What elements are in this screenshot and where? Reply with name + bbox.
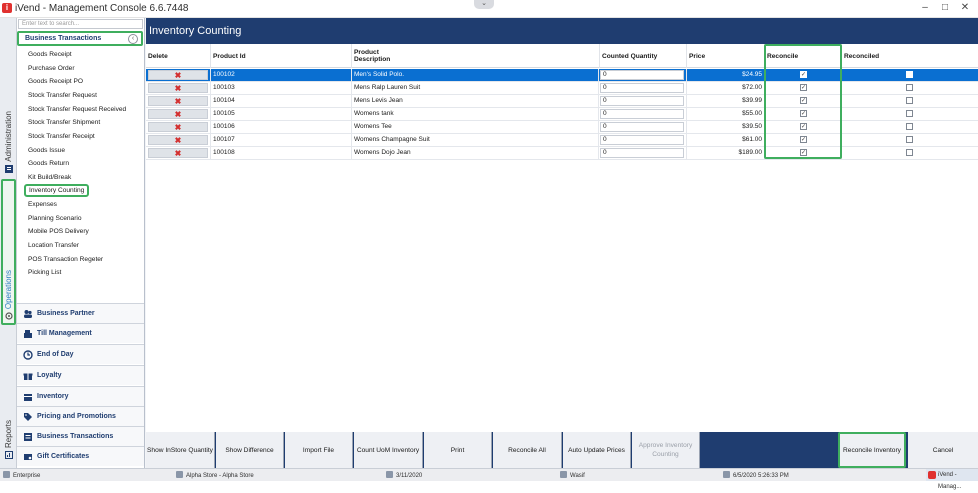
counted-quantity-input[interactable]: 0 [600, 70, 684, 80]
nav-item-goods-receipt[interactable]: Goods Receipt [28, 51, 72, 58]
status-date-text: 3/11/2020 [396, 473, 423, 479]
auto-update-prices-button[interactable]: Auto Update Prices [563, 432, 631, 468]
ivend-logo-icon: i [2, 3, 12, 13]
nav-item-goods-issue[interactable]: Goods Issue [28, 147, 66, 154]
reconcile-checkbox[interactable]: ✓ [801, 111, 807, 117]
group-till-management-label: Till Management [37, 330, 92, 337]
tab-reports-label: Reports [4, 419, 13, 448]
tag-icon [23, 412, 33, 422]
product-id-cell: 100106 [211, 121, 352, 133]
status-edition-text: Enterprise [13, 473, 41, 479]
module-tab-strip [0, 18, 17, 468]
nav-item-stock-transfer-shipment[interactable]: Stock Transfer Shipment [28, 119, 101, 126]
close-button[interactable]: ✕ [960, 2, 970, 13]
clock-icon [23, 350, 33, 360]
nav-item-mobile-pos-delivery[interactable]: Mobile POS Delivery [28, 228, 89, 235]
counted-quantity-input[interactable]: 0 [600, 109, 684, 119]
price-cell: $24.95 [687, 69, 765, 81]
counted-quantity-cell [599, 108, 687, 120]
col-header-reconcile[interactable]: Reconcile [765, 44, 842, 68]
taskbar-app-button[interactable] [926, 469, 978, 490]
col-header-counted-quantity[interactable]: Counted Quantity [599, 44, 687, 68]
group-business-partner[interactable] [17, 303, 144, 323]
status-datetime-text: 6/5/2020 5:26:33 PM [733, 473, 789, 479]
tab-administration-label: Administration [4, 111, 13, 162]
counted-quantity-input[interactable]: 0 [600, 122, 684, 132]
counted-quantity-cell [599, 134, 687, 146]
status-store-text: Alpha Store - Alpha Store [186, 473, 254, 479]
col-header-product-description[interactable]: Product Description [354, 49, 391, 63]
taskbar-app-icon [928, 471, 936, 479]
delete-row-button[interactable]: ✖ [148, 135, 208, 145]
group-gift-certificates-label: Gift Certificates [37, 453, 90, 460]
col-header-price[interactable]: Price [687, 44, 765, 68]
product-description-cell: Womens Dojo Jean [352, 147, 599, 159]
reconciled-checkbox[interactable] [906, 123, 913, 130]
group-pricing-and-promotions[interactable] [17, 406, 144, 426]
group-business-transactions[interactable] [17, 426, 144, 446]
counted-quantity-cell [599, 82, 687, 94]
delete-cell [146, 108, 211, 120]
group-till-management[interactable] [17, 323, 144, 343]
group-loyalty-label: Loyalty [37, 372, 62, 379]
delete-row-button[interactable]: ✖ [148, 109, 208, 119]
nav-item-stock-transfer-request-received[interactable]: Stock Transfer Request Received [28, 106, 127, 113]
cancel-button[interactable]: Cancel [908, 432, 978, 468]
col-header-product-id[interactable]: Product Id [211, 44, 352, 68]
nav-item-expenses[interactable]: Expenses [28, 201, 57, 208]
price-cell: $39.50 [687, 121, 765, 133]
status-edition [3, 471, 40, 481]
people-icon [23, 309, 33, 319]
reconcile-inventory-button[interactable]: Reconcile Inventory [838, 432, 906, 468]
nav-item-inventory-counting[interactable]: Inventory Counting [24, 184, 89, 197]
collapse-ribbon-button[interactable]: ⌄ [474, 0, 494, 9]
calendar-icon [386, 471, 393, 478]
product-id-cell: 100102 [211, 69, 352, 81]
show-difference-button[interactable]: Show Difference [216, 432, 284, 468]
approve-inventory-counting-button[interactable]: Approve Inventory Counting [632, 432, 700, 468]
reconcile-checkbox[interactable]: ✓ [801, 137, 807, 143]
action-bar [146, 432, 978, 468]
delete-cell [146, 69, 211, 81]
nav-item-stock-transfer-receipt[interactable]: Stock Transfer Receipt [28, 133, 95, 140]
group-end-of-day-label: End of Day [37, 351, 74, 358]
table-row[interactable] [146, 108, 978, 121]
counted-quantity-cell [599, 69, 687, 81]
nav-item-goods-receipt-po[interactable]: Goods Receipt PO [28, 78, 83, 85]
reconciled-cell [842, 147, 978, 159]
status-bar [0, 468, 978, 490]
price-cell: $72.00 [687, 82, 765, 94]
reconciled-checkbox[interactable] [906, 136, 913, 143]
clock-small-icon [723, 471, 730, 478]
product-id-cell: 100107 [211, 134, 352, 146]
price-cell: $189.00 [687, 147, 765, 159]
product-description-cell: Men's Solid Polo. [352, 69, 599, 81]
col-header-delete[interactable]: Delete [146, 44, 211, 68]
nav-item-picking-list[interactable]: Picking List [28, 269, 62, 276]
table-row[interactable] [146, 69, 978, 82]
delete-cell [146, 134, 211, 146]
nav-item-location-transfer[interactable]: Location Transfer [28, 242, 79, 249]
delete-cell [146, 82, 211, 94]
table-row[interactable] [146, 95, 978, 108]
reconciled-cell [842, 95, 978, 107]
store-icon [176, 471, 183, 478]
group-business-transactions-label: Business Transactions [37, 433, 114, 440]
price-cell: $55.00 [687, 108, 765, 120]
reconciled-cell [842, 82, 978, 94]
reconciled-cell [842, 108, 978, 120]
nav-item-stock-transfer-request[interactable]: Stock Transfer Request [28, 92, 97, 99]
taskbar-app-label: iVend - Manag... [938, 472, 962, 490]
group-pricing-and-promotions-label: Pricing and Promotions [37, 413, 116, 420]
reconcile-all-button[interactable]: Reconcile All [493, 432, 562, 468]
product-description-cell: Womens Tee [352, 121, 599, 133]
product-id-cell: 100103 [211, 82, 352, 94]
import-file-button[interactable]: Import File [285, 432, 353, 468]
tab-administration[interactable] [1, 111, 16, 176]
nav-item-kit-build-break[interactable]: Kit Build/Break [28, 174, 72, 181]
reconciled-checkbox[interactable] [906, 97, 913, 104]
group-inventory-label: Inventory [37, 393, 69, 400]
minimize-button[interactable]: – [922, 2, 928, 13]
table-row[interactable] [146, 134, 978, 147]
price-cell: $39.99 [687, 95, 765, 107]
group-gift-certificates[interactable] [17, 446, 144, 466]
till-icon [23, 329, 33, 339]
grid-header-row [146, 44, 978, 68]
reconciled-cell [842, 121, 978, 133]
nav-item-purchase-order[interactable]: Purchase Order [28, 65, 75, 72]
main-panel [146, 18, 978, 468]
section-header-label: Business Transactions [25, 35, 102, 42]
show-instore-quantity-button[interactable]: Show InStore Quantity [146, 432, 215, 468]
reconcile-cell [765, 121, 842, 133]
delete-row-button[interactable]: ✖ [148, 83, 208, 93]
group-loyalty[interactable] [17, 365, 144, 385]
counted-quantity-input[interactable]: 0 [600, 135, 684, 145]
reconcile-checkbox[interactable]: ✓ [801, 150, 807, 156]
product-description-cell: Mens Levis Jean [352, 95, 599, 107]
reconcile-cell [765, 134, 842, 146]
window-title: iVend - Management Console 6.6.7448 [15, 3, 189, 14]
reconciled-checkbox[interactable] [906, 71, 913, 78]
group-inventory[interactable] [17, 386, 144, 406]
delete-row-button[interactable]: ✖ [148, 70, 208, 80]
reports-icon [4, 451, 13, 460]
nav-item-goods-return[interactable]: Goods Return [28, 160, 70, 167]
delete-cell [146, 121, 211, 133]
reconcile-checkbox[interactable]: ✓ [801, 72, 807, 78]
counted-quantity-cell [599, 121, 687, 133]
nav-item-planning-scenario[interactable]: Planning Scenario [28, 215, 82, 222]
reconcile-checkbox[interactable]: ✓ [801, 85, 807, 91]
product-id-cell: 100104 [211, 95, 352, 107]
gear-icon [4, 312, 13, 321]
reconcile-checkbox[interactable]: ✓ [801, 98, 807, 104]
price-cell: $61.00 [687, 134, 765, 146]
counted-quantity-input[interactable]: 0 [600, 96, 684, 106]
reconciled-cell [842, 134, 978, 146]
delete-cell [146, 147, 211, 159]
gift-icon [23, 371, 33, 381]
user-icon [560, 471, 567, 478]
group-end-of-day[interactable] [17, 344, 144, 364]
counted-quantity-input[interactable]: 0 [600, 83, 684, 93]
table-row[interactable] [146, 82, 978, 95]
nav-item-pos-transaction-regeter[interactable]: POS Transaction Regeter [28, 256, 104, 263]
reconcile-checkbox[interactable]: ✓ [801, 124, 807, 130]
reconciled-cell [842, 69, 978, 81]
reconciled-checkbox[interactable] [906, 84, 913, 91]
reconciled-checkbox[interactable] [906, 149, 913, 156]
counted-quantity-input[interactable]: 0 [600, 148, 684, 158]
nav-search-input[interactable]: Enter text to search... [18, 19, 143, 29]
delete-row-button[interactable]: ✖ [148, 96, 208, 106]
title-bar [0, 0, 978, 18]
counted-quantity-cell [599, 147, 687, 159]
reconcile-cell [765, 95, 842, 107]
delete-cell [146, 95, 211, 107]
reconciled-checkbox[interactable] [906, 110, 913, 117]
print-button[interactable]: Print [424, 432, 492, 468]
admin-icon [4, 165, 13, 174]
reconcile-cell [765, 82, 842, 94]
reconcile-cell [765, 147, 842, 159]
back-arrow-icon[interactable]: ‹ [128, 34, 138, 44]
status-user-text: Wasif [570, 473, 585, 479]
product-description-cell: Womens tank [352, 108, 599, 120]
side-navigation [17, 18, 145, 468]
reconcile-cell [765, 108, 842, 120]
page-title: Inventory Counting [149, 25, 242, 37]
edition-icon [3, 471, 10, 478]
reconcile-cell [765, 69, 842, 81]
table-row[interactable] [146, 147, 978, 160]
counted-quantity-cell [599, 95, 687, 107]
tab-operations-label: Operations [4, 269, 13, 309]
count-uom-inventory-button[interactable]: Count UoM Inventory [354, 432, 423, 468]
box-icon [23, 392, 33, 402]
product-description-cell: Womens Champagne Suit [352, 134, 599, 146]
status-date [386, 471, 422, 481]
certificate-icon [23, 452, 33, 462]
product-id-cell: 100108 [211, 147, 352, 159]
maximize-button[interactable]: □ [941, 2, 949, 13]
delete-row-button[interactable]: ✖ [148, 148, 208, 158]
tab-operations[interactable] [1, 179, 16, 325]
page-header [146, 18, 978, 44]
status-store [176, 471, 254, 481]
delete-row-button[interactable]: ✖ [148, 122, 208, 132]
product-id-cell: 100105 [211, 108, 352, 120]
group-business-partner-label: Business Partner [37, 310, 95, 317]
section-header-business-transactions[interactable] [17, 31, 143, 46]
col-header-reconciled[interactable]: Reconciled [844, 52, 880, 60]
status-datetime [723, 471, 789, 481]
tab-reports[interactable] [1, 416, 16, 462]
status-user [560, 471, 585, 481]
table-row[interactable] [146, 121, 978, 134]
product-description-cell: Mens Ralp Lauren Suit [352, 82, 599, 94]
transactions-icon [23, 432, 33, 442]
